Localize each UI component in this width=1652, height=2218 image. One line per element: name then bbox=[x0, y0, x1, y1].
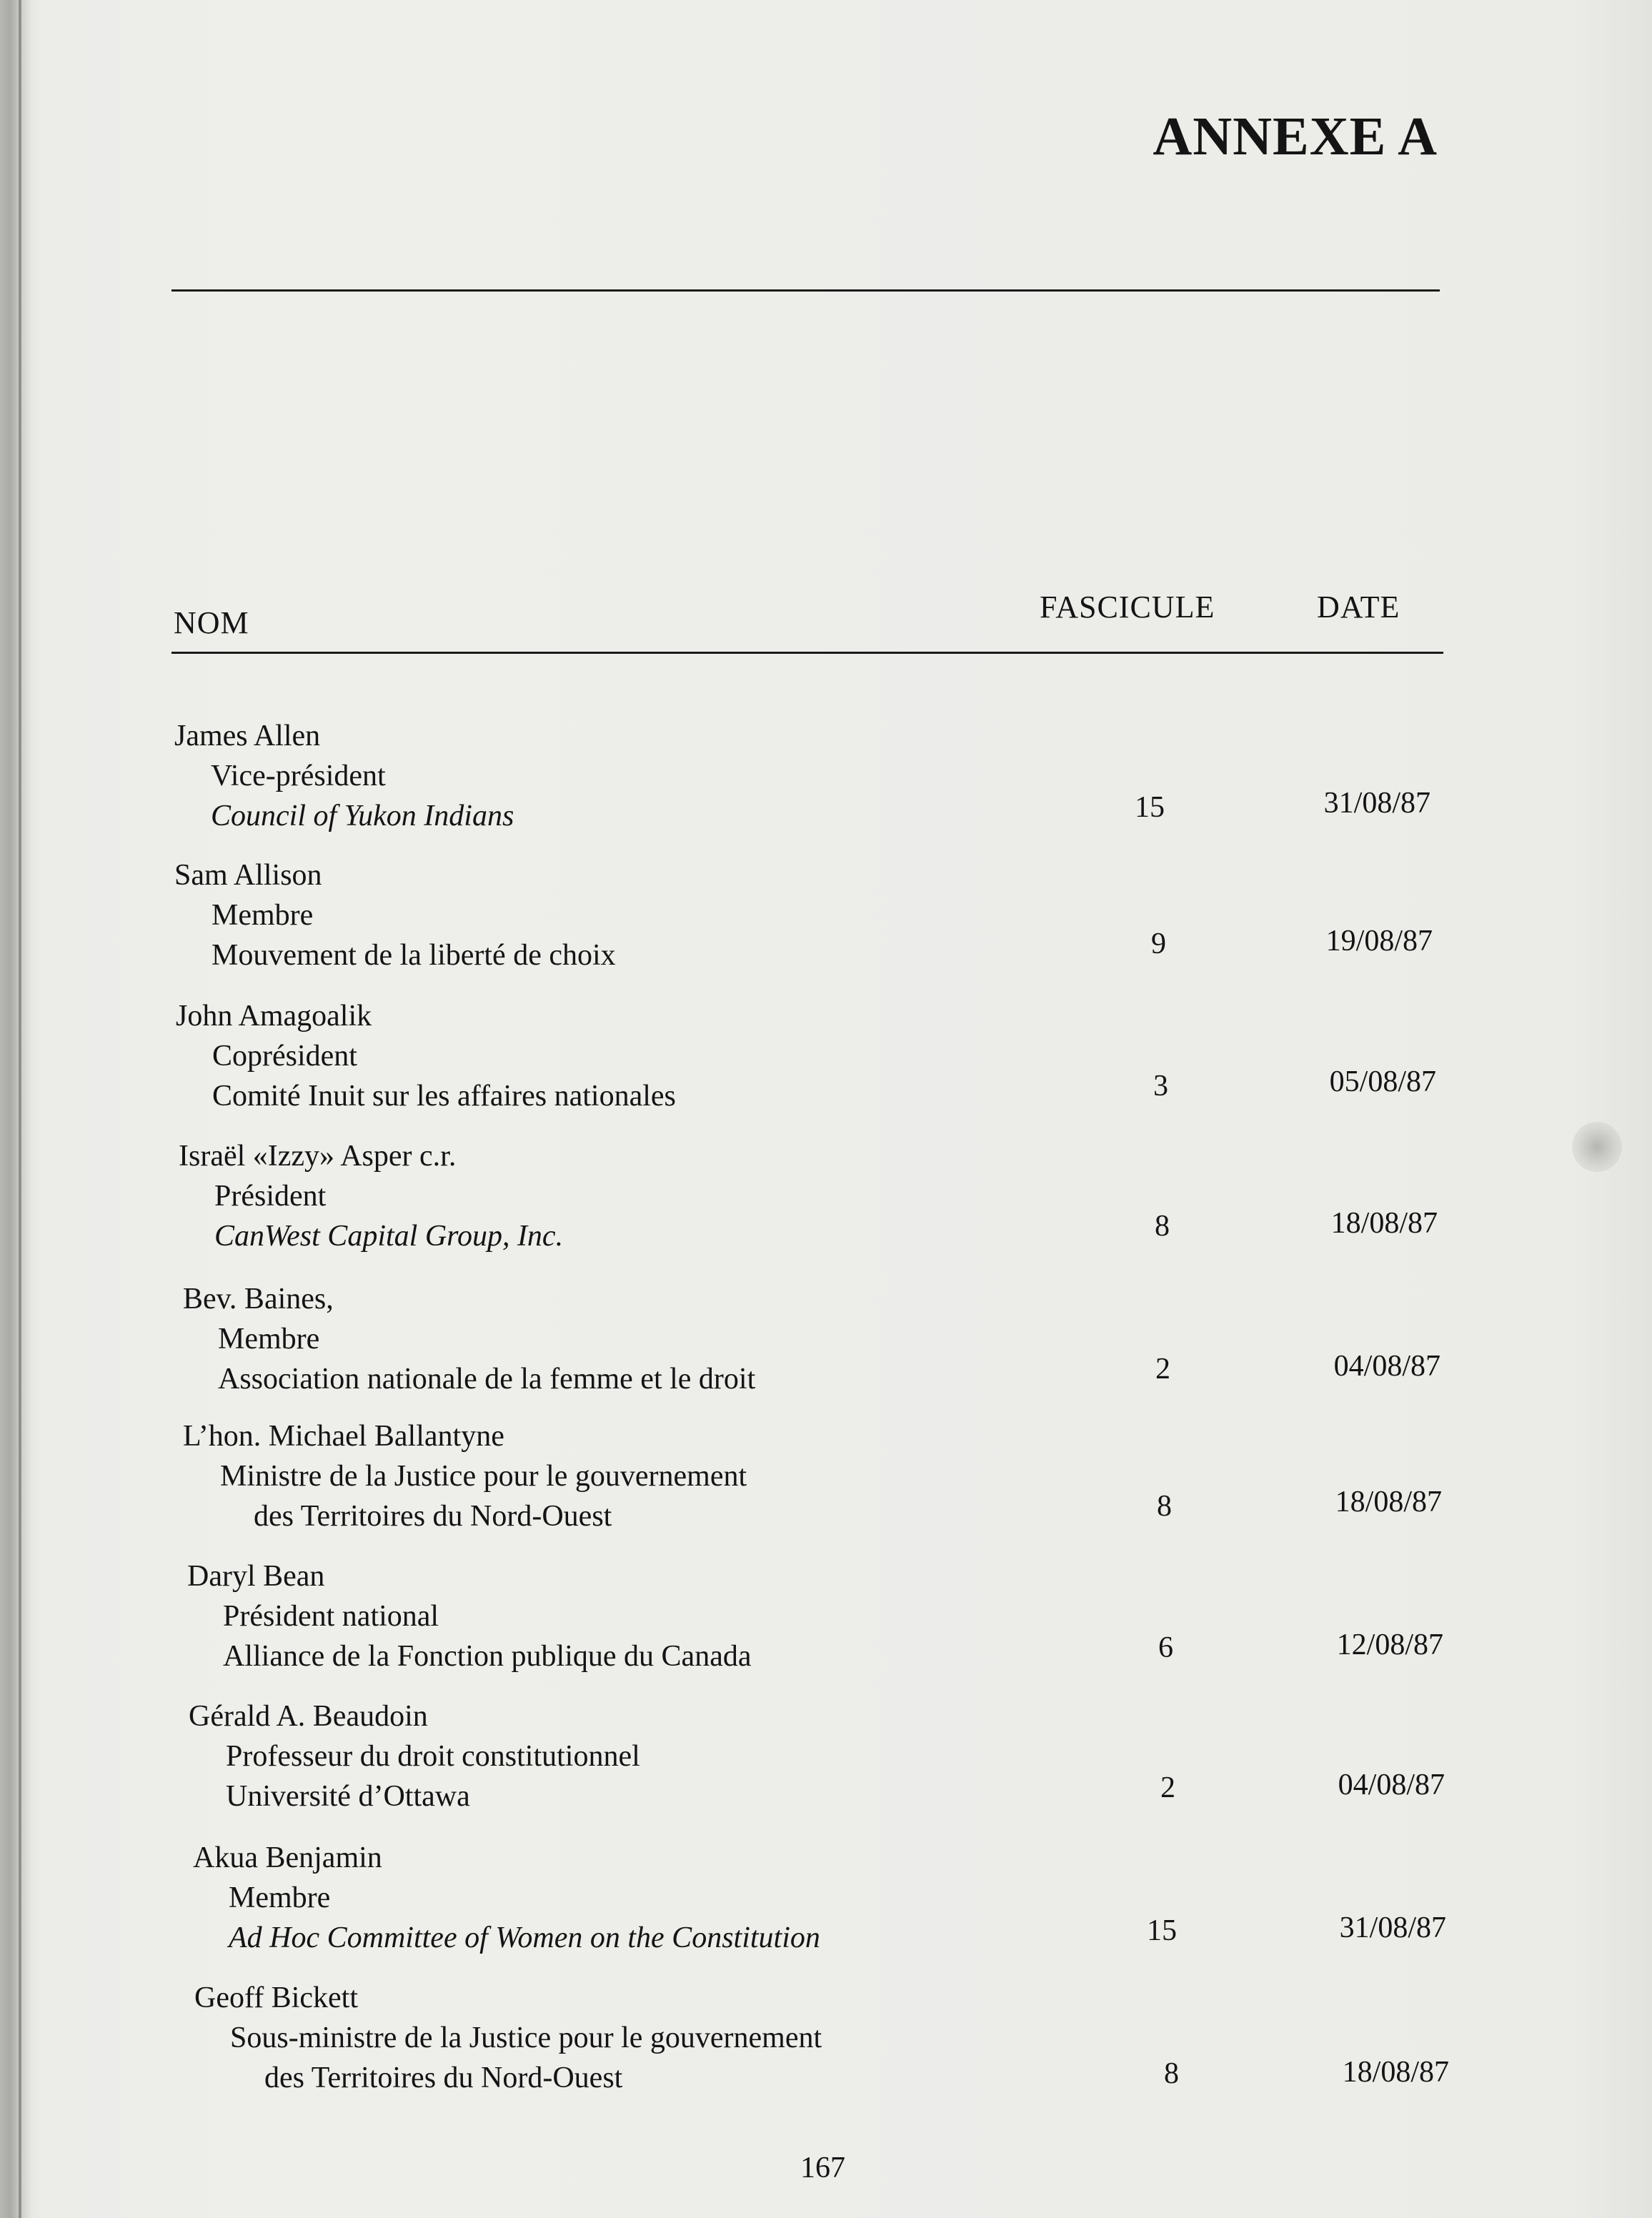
hearing-date: 18/08/87 bbox=[1342, 2056, 1449, 2089]
witness-role: Ministre de la Justice pour le gouvernement bbox=[220, 1460, 747, 1493]
column-header-nom: NOM bbox=[174, 605, 249, 640]
witness-name: Daryl Bean bbox=[187, 1560, 325, 1593]
hearing-date: 19/08/87 bbox=[1325, 925, 1433, 958]
witness-name: Bev. Baines, bbox=[183, 1283, 334, 1316]
witness-organization: Université d’Ottawa bbox=[226, 1780, 470, 1813]
fascicule-number: 3 bbox=[1153, 1070, 1168, 1103]
hearing-date: 04/08/87 bbox=[1333, 1350, 1440, 1383]
witness-organization: Mouvement de la liberté de choix bbox=[212, 939, 616, 972]
hearing-date: 04/08/87 bbox=[1338, 1769, 1445, 1801]
fascicule-number: 2 bbox=[1155, 1353, 1170, 1386]
page-smudge bbox=[1572, 1122, 1622, 1172]
witness-name: L’hon. Michael Ballantyne bbox=[183, 1420, 504, 1453]
fascicule-number: 9 bbox=[1151, 928, 1166, 960]
witness-name: Gérald A. Beaudoin bbox=[189, 1700, 428, 1733]
witness-organization: des Territoires du Nord-Ouest bbox=[264, 2062, 623, 2094]
top-rule bbox=[171, 289, 1440, 292]
hearing-date: 18/08/87 bbox=[1335, 1486, 1442, 1518]
witness-role: Membre bbox=[229, 1881, 331, 1914]
witness-role: Membre bbox=[212, 899, 314, 932]
witness-organization: Alliance de la Fonction publique du Canada bbox=[223, 1640, 752, 1673]
witness-organization: des Territoires du Nord-Ouest bbox=[254, 1500, 612, 1533]
binding-line bbox=[19, 0, 21, 2218]
witness-name: Geoff Bickett bbox=[194, 1981, 358, 2014]
witness-role: Sous-ministre de la Justice pour le gouvernement bbox=[230, 2021, 822, 2054]
column-header-fascicule: FASCICULE bbox=[1040, 590, 1215, 625]
hearing-date: 12/08/87 bbox=[1336, 1628, 1443, 1661]
fascicule-number: 15 bbox=[1147, 1914, 1177, 1947]
fascicule-number: 2 bbox=[1160, 1771, 1175, 1804]
witness-role: Professeur du droit constitutionnel bbox=[226, 1740, 640, 1773]
witness-organization: CanWest Capital Group, Inc. bbox=[214, 1220, 564, 1253]
hearing-date: 05/08/87 bbox=[1329, 1065, 1436, 1098]
witness-name: Akua Benjamin bbox=[193, 1841, 382, 1874]
witness-organization: Council of Yukon Indians bbox=[211, 800, 514, 832]
hearing-date: 18/08/87 bbox=[1330, 1207, 1438, 1240]
witness-name: Sam Allison bbox=[174, 859, 322, 892]
witness-role: Vice-président bbox=[211, 760, 386, 792]
fascicule-number: 15 bbox=[1135, 791, 1165, 824]
witness-role: Président national bbox=[223, 1600, 439, 1633]
fascicule-number: 6 bbox=[1158, 1631, 1173, 1664]
fascicule-number: 8 bbox=[1155, 1210, 1170, 1243]
witness-organization: Ad Hoc Committee of Women on the Constitution bbox=[229, 1921, 820, 1954]
witness-organization: Association nationale de la femme et le droit bbox=[218, 1363, 756, 1396]
page-number: 167 bbox=[800, 2152, 845, 2184]
column-header-date: DATE bbox=[1317, 590, 1400, 625]
witness-role: Membre bbox=[218, 1323, 320, 1356]
witness-name: James Allen bbox=[174, 720, 321, 752]
fascicule-number: 8 bbox=[1164, 2057, 1179, 2090]
fascicule-number: 8 bbox=[1157, 1490, 1172, 1523]
header-rule bbox=[171, 652, 1443, 654]
witness-role: Président bbox=[214, 1180, 327, 1213]
hearing-date: 31/08/87 bbox=[1323, 787, 1430, 820]
annexe-title: ANNEXE A bbox=[1153, 106, 1438, 166]
book-spine-shadow bbox=[0, 0, 31, 2218]
witness-name: Israël «Izzy» Asper c.r. bbox=[179, 1140, 457, 1173]
witness-organization: Comité Inuit sur les affaires nationales bbox=[212, 1080, 676, 1113]
witness-role: Coprésident bbox=[212, 1040, 357, 1073]
witness-name: John Amagoalik bbox=[176, 1000, 372, 1033]
hearing-date: 31/08/87 bbox=[1339, 1911, 1446, 1944]
